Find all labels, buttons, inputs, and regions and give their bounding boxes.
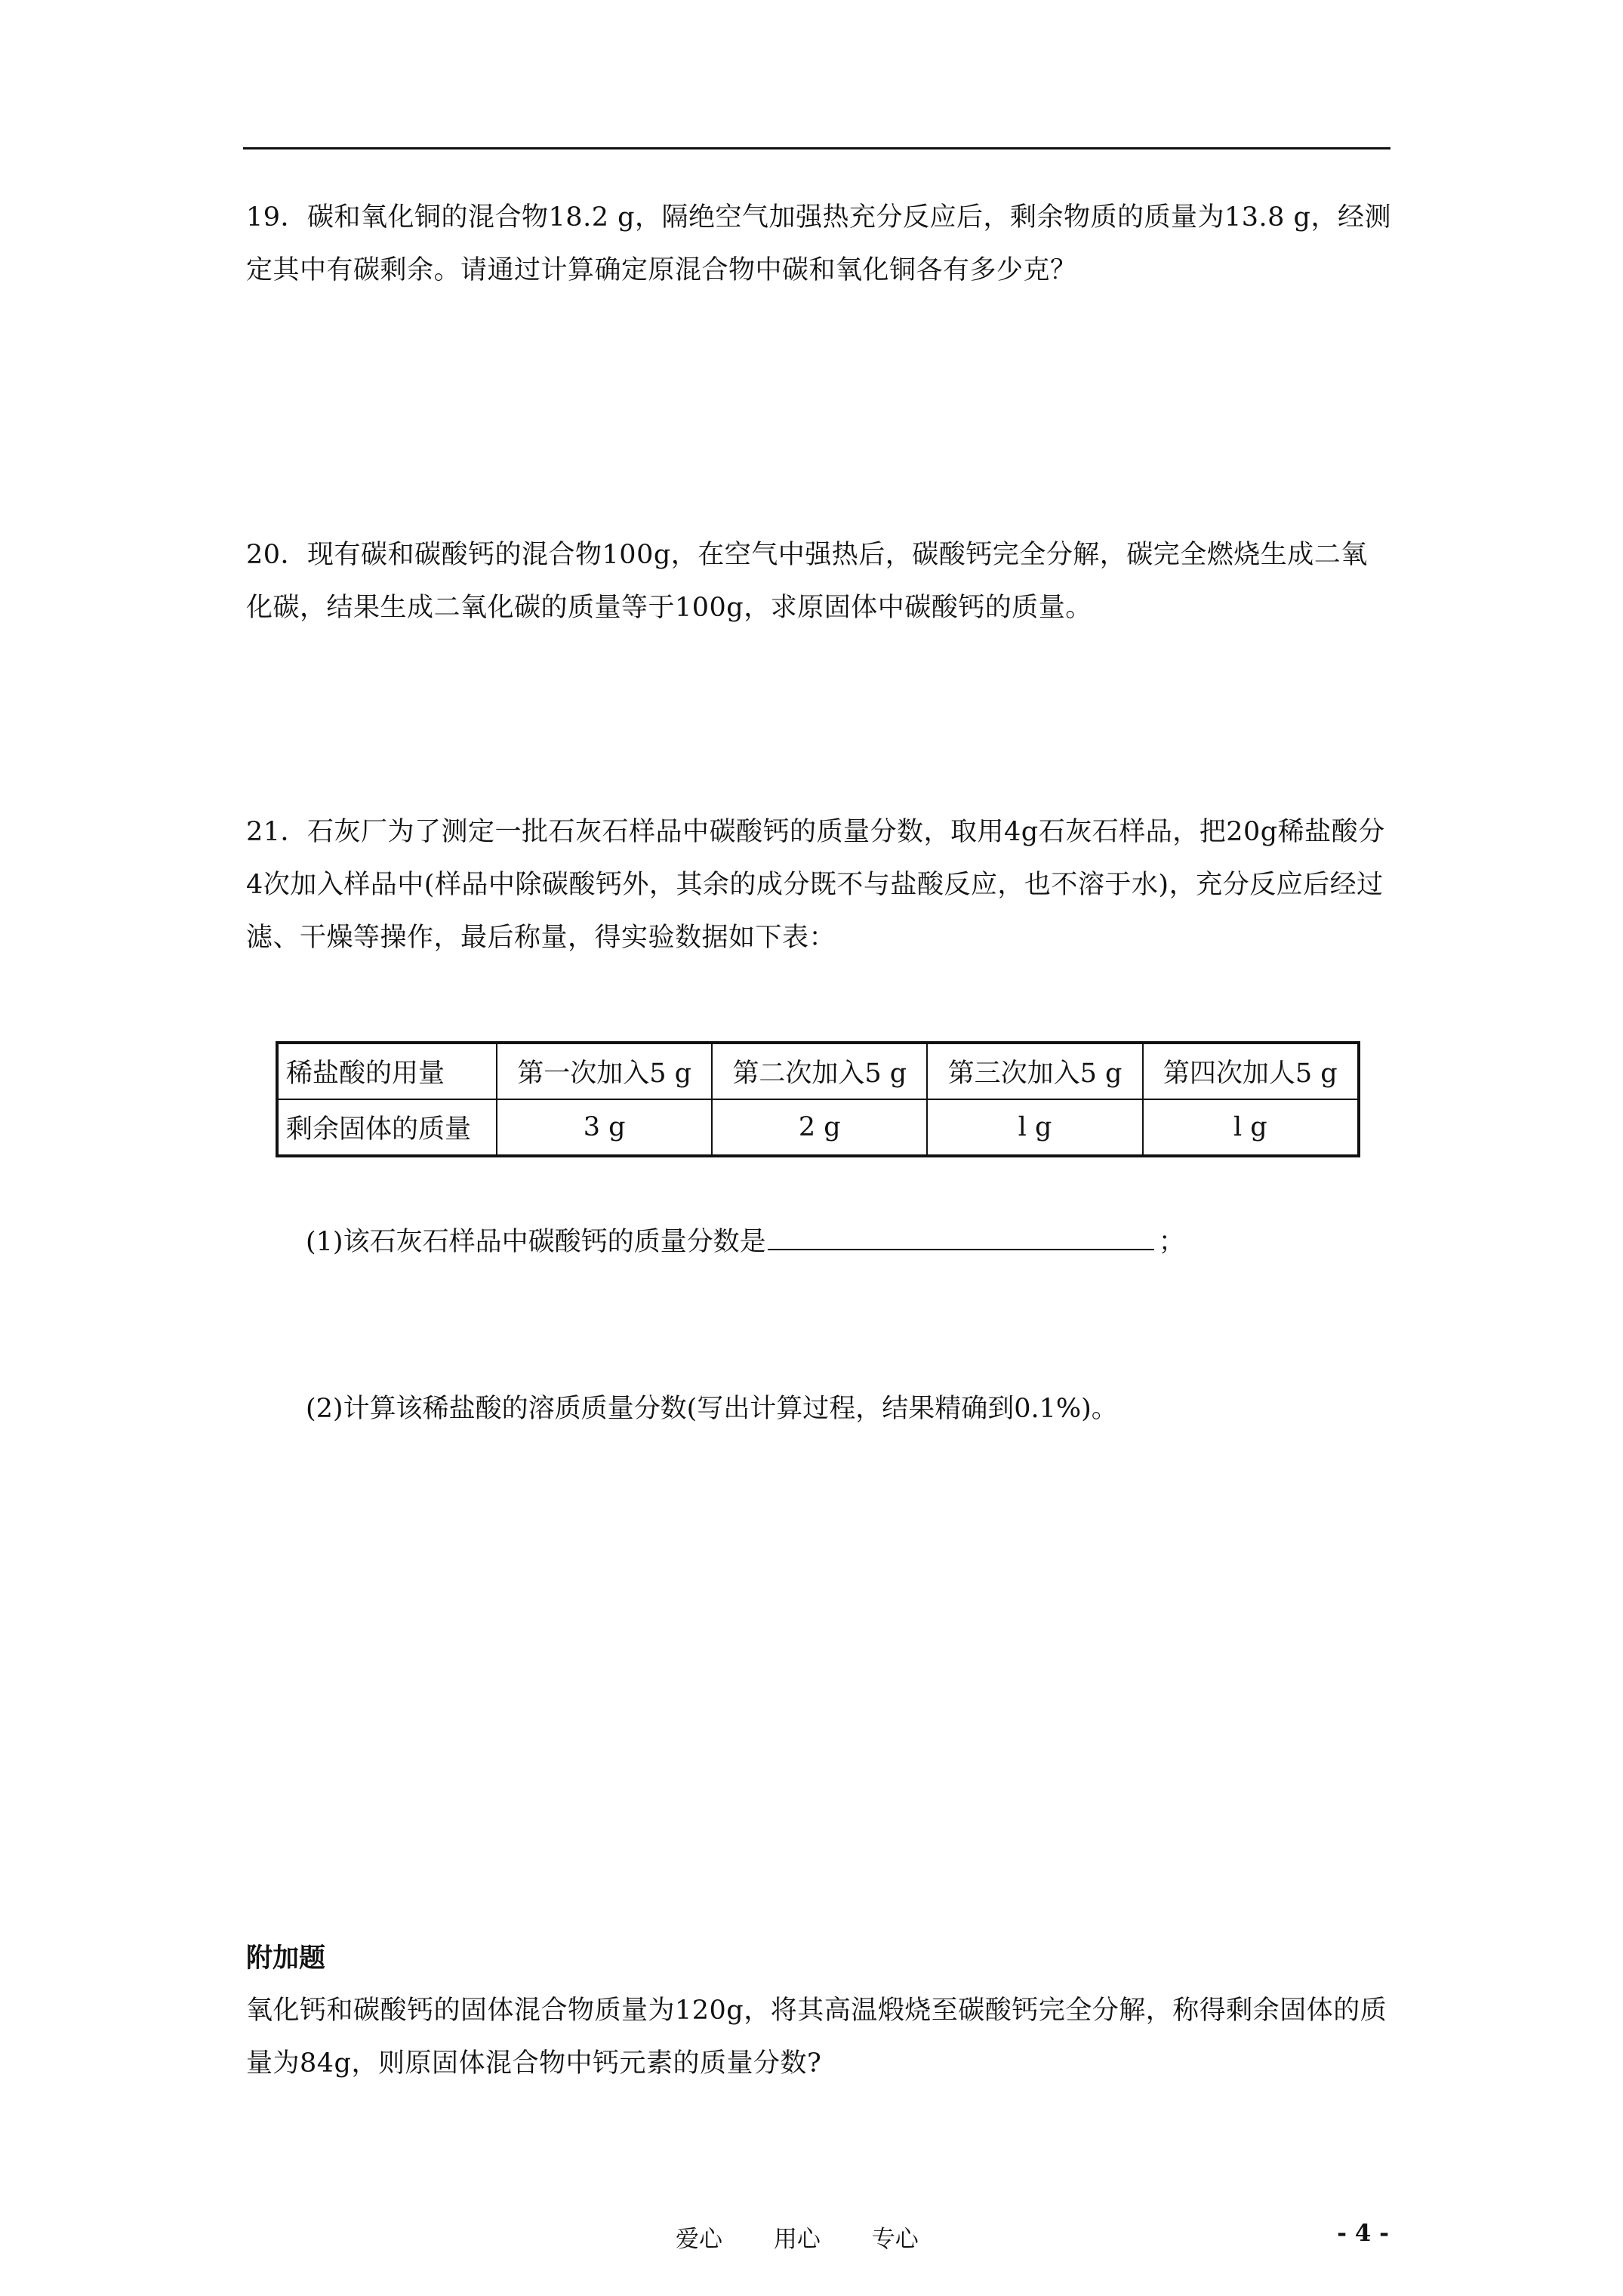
question-20: 20．现有碳和碳酸钙的混合物100g，在空气中强热后，碳酸钙完全分解，碳完全燃烧生成二氧化碳，结果生成二氧化碳的质量等于100g，求原固体中碳酸钙的质量。	[246, 540, 1368, 623]
table-cell: 第一次加入5 g	[497, 1043, 712, 1099]
table-row	[277, 1099, 1359, 1156]
table-cell: 第三次加入5 g	[927, 1043, 1142, 1099]
table-cell: 3 g	[497, 1099, 712, 1156]
table-row-header: 剩余固体的质量	[277, 1099, 497, 1156]
page-number: - 4 -	[1337, 2220, 1389, 2247]
footer-slogan: 爱心 用心 专心	[676, 2226, 919, 2253]
question-19: 19．碳和氧化铜的混合物18.2 g，隔绝空气加强热充分反应后，剩余物质的质量为13.8 g，经测定其中有碳剩余。请通过计算确定原混合物中碳和氧化铜各有多少克？	[246, 202, 1391, 285]
table-cell: l g	[927, 1099, 1142, 1156]
sub-question-1	[306, 1219, 1185, 1265]
data-table	[276, 1041, 1360, 1157]
extra-question: 氧化钙和碳酸钙的固体混合物质量为120g，将其高温煅烧至碳酸钙完全分解，称得剩余固体的质量为84g，则原固体混合物中钙元素的质量分数?	[246, 1996, 1387, 2079]
sub-question-2: (2)计算该稀盐酸的溶质质量分数(写出计算过程，结果精确到0.1%)。	[306, 1394, 1118, 1424]
question-21: 21．石灰厂为了测定一批石灰石样品中碳酸钙的质量分数，取用4g石灰石样品，把20g稀盐酸分4次加入样品中(样品中除碳酸钙外，其余的成分既不与盐酸反应，也不溶于水)，充分反应后经过滤、干燥等操作，最后称量，得实验数据如下表：	[246, 817, 1385, 953]
sub-question-1-end: ；	[1158, 1227, 1185, 1257]
table-cell: l g	[1143, 1099, 1359, 1156]
header-rule	[243, 147, 1390, 149]
table-cell: 第二次加入5 g	[712, 1043, 927, 1099]
extra-question-title: 附加题	[246, 1943, 326, 1974]
table-cell: 2 g	[712, 1099, 927, 1156]
table-row-header: 稀盐酸的用量	[277, 1043, 497, 1099]
answer-blank[interactable]	[768, 1219, 1154, 1250]
table-cell: 第四次加人5 g	[1143, 1043, 1359, 1099]
table-row	[277, 1043, 1359, 1099]
sub-question-1-text: (1)该石灰石样品中碳酸钙的质量分数是	[306, 1227, 766, 1257]
